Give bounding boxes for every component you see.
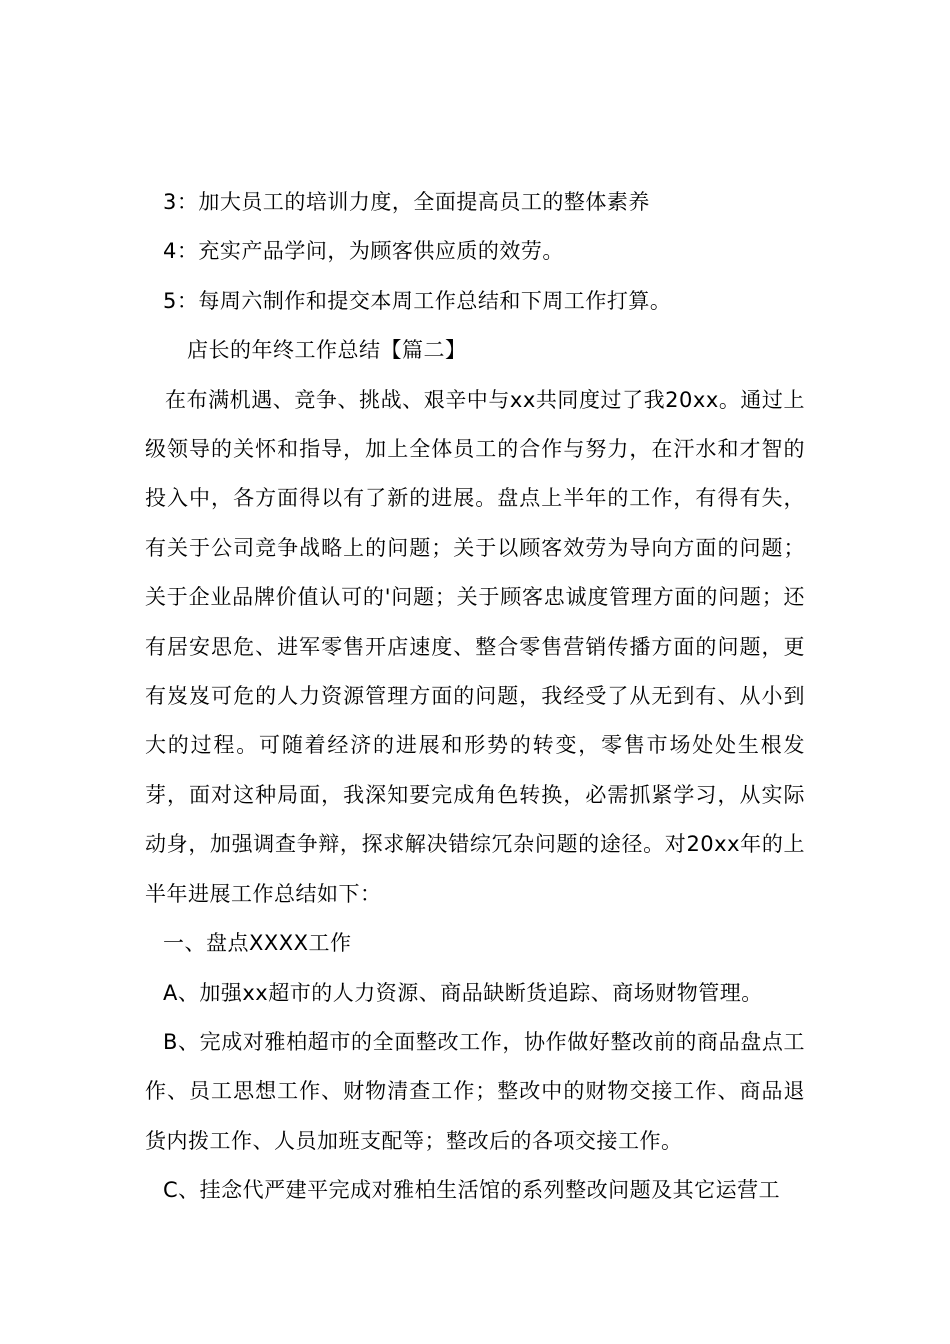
- item-b: B、完成对雅柏超市的全面整改工作，协作做好整改前的商品盘点工作、员工思想工作、财物清查工作；整改中的财物交接工作、商品退货内拨工作、人员加班支配等；整改后的各项交接工作。: [145, 1029, 805, 1153]
- item-c: C、挂念代严建平完成对雅柏生活馆的系列整改问题及其它运营工: [163, 1178, 781, 1203]
- list-item-5: 5：每周六制作和提交本周工作总结和下周工作打算。: [163, 288, 672, 313]
- list-item-4: 4：充实产品学问，为顾客供应质的效劳。: [163, 239, 564, 264]
- section-heading-1: 一、盘点XXXX工作: [163, 931, 352, 956]
- list-item-3: 3：加大员工的培训力度，全面提高员工的整体素养: [163, 190, 650, 214]
- item-a: A、加强xx超市的人力资源、商品缺断货追踪、商场财物管理。: [163, 980, 763, 1005]
- document-body: [145, 178, 805, 1216]
- body-paragraph: 在布满机遇、竞争、挑战、艰辛中与xx共同度过了我20xx。通过上级领导的关怀和指导，加上全体员工的合作与努力，在汗水和才智的投入中，各方面得以有了新的进展。盘点上半年的工作，有得有失，有关于公司竞争战略上的问题；关于以顾客效劳为导向方面的问题；关于企业品牌价值认可的'问题；关于顾客忠诚度管理方面的问题；还有居安思危、进军零售开店速度、整合零售营销传播方面的问题，更有岌岌可危的人力资源管理方面的问题，我经受了从无到有、从小到大的过程。可随着经济的进展和形势的转变，零售市场处处生根发芽，面对这种局面，我深知要完成角色转换，必需抓紧学习，从实际动身，加强调查争辩，探求解决错综冗杂问题的途径。对20xx年的上半年进展工作总结如下：: [145, 387, 805, 906]
- section-title: 店长的年终工作总结【篇二】: [187, 338, 467, 363]
